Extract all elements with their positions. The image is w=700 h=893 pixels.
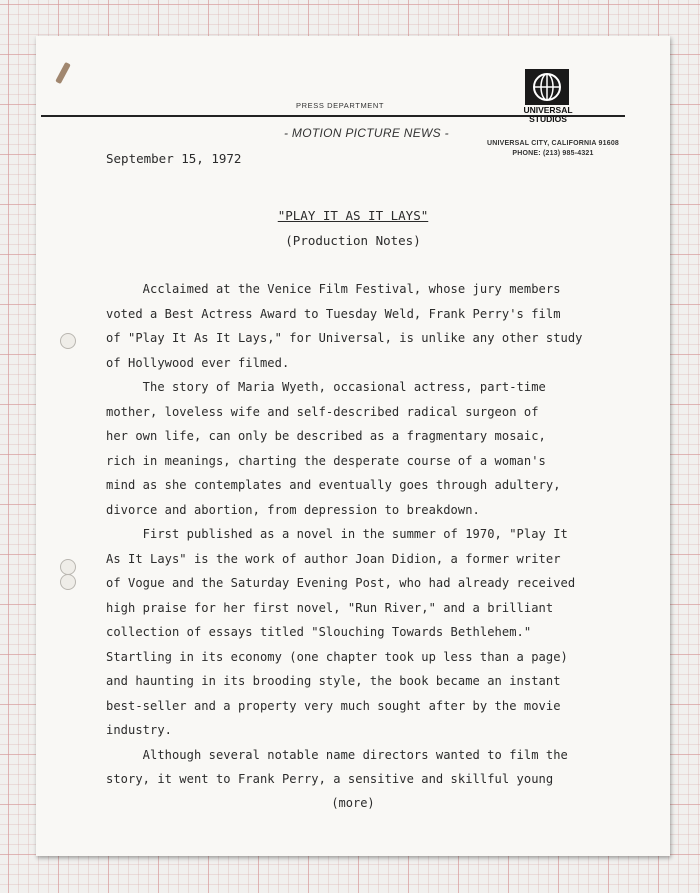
body-line: Acclaimed at the Venice Film Festival, whose jury members [106, 282, 561, 296]
body-line: The story of Maria Wyeth, occasional actress, part-time [106, 380, 546, 394]
body-line: high praise for her first novel, "Run River," and a brilliant [106, 600, 554, 615]
body-line: story, it went to Frank Perry, a sensitive and skillful young [106, 772, 554, 786]
body-line: best-seller and a property very much sought after by the movie [106, 698, 561, 713]
globe-logo-icon [525, 69, 569, 105]
body-line: of Hollywood ever filmed. [106, 355, 290, 370]
document-subtitle: (Production Notes) [285, 233, 421, 248]
body-line: voted a Best Actress Award to Tuesday Weld, Frank Perry's film [106, 306, 561, 321]
document-title: "PLAY IT AS IT LAYS" [277, 208, 429, 223]
ink-mark [55, 62, 71, 84]
body-line: Although several notable name directors wanted to film the [106, 747, 568, 762]
motion-picture-news-heading: - MOTION PICTURE NEWS - [284, 126, 449, 140]
body-line: and haunting in its brooding style, the book became an instant [106, 674, 561, 688]
body-line: As It Lays" is the work of author Joan Didion, a former writer [106, 551, 561, 566]
body-text [106, 277, 606, 792]
press-department-label: PRESS DEPARTMENT [296, 101, 385, 110]
body-line: rich in meanings, charting the desperate course of a woman's [106, 453, 546, 468]
studio-name: UNIVERSAL STUDIOS [523, 105, 573, 124]
punch-hole [60, 559, 76, 575]
document-page [36, 36, 670, 856]
punch-hole [60, 574, 76, 590]
continued-marker: (more) [331, 796, 375, 810]
body-line: divorce and abortion, from depression to breakdown. [106, 502, 480, 517]
body-line: collection of essays titled "Slouching Towards Bethlehem." [106, 625, 532, 639]
body-line: industry. [106, 723, 172, 737]
body-line: Startling in its economy (one chapter took up less than a page) [106, 649, 568, 664]
document-date: September 15, 1972 [106, 151, 242, 166]
body-line: of Vogue and the Saturday Evening Post, who had already received [106, 576, 576, 590]
studio-address: UNIVERSAL CITY, CALIFORNIA 91608 PHONE: (213) 985-4321 [486, 140, 620, 157]
punch-hole [60, 333, 76, 349]
body-line: of "Play It As It Lays," for Universal, is unlike any other study [106, 331, 583, 345]
body-line: First published as a novel in the summer of 1970, "Play It [106, 527, 568, 541]
body-line: mother, loveless wife and self-described radical surgeon of [106, 404, 539, 419]
body-line: mind as she contemplates and eventually goes through adultery, [106, 478, 561, 492]
body-line: her own life, can only be described as a fragmentary mosaic, [106, 429, 546, 443]
